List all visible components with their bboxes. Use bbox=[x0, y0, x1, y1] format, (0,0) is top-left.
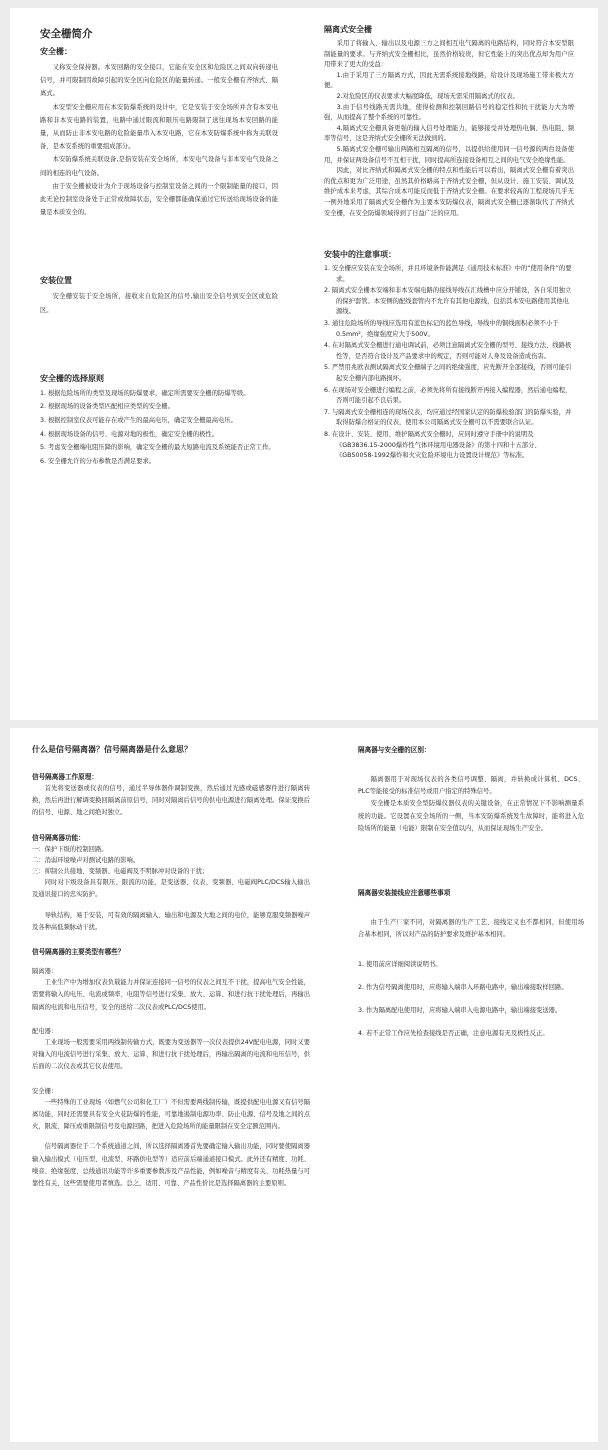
list-item: 2. 隔离式安全栅本安端和非本安端电路的接线导线在汇线槽中应分开铺设，各自采用独立的保护套管。本安侧的配线套管内不允许有其他电源线，包括其本安电路使用其他电源线。 bbox=[324, 287, 572, 316]
list-item: 5. 严禁用兆欧表测试隔离式安全栅端子之间的绝缘强度，应先断开全部接线，否则可能引起安全栅内部电路损坏。 bbox=[324, 364, 572, 383]
list-item: 2. 根据现场的设备类型匹配相应类型的安全栅。 bbox=[40, 403, 174, 411]
paragraph: 由于生产厂家不同，对隔离器的生产工艺、接线定义也不都相同，但使用场合基本相同，所以对产品的防护要求及维护基本相同。 bbox=[358, 919, 584, 939]
paragraph: 1.由于采用了三方隔离方式，因此无需系统接地线路，给设计及现场施工带来极大方便。 bbox=[324, 71, 574, 90]
paragraph: 隔离器用于对现场仪表的各类信号调整、隔离，并转换成计算机、DCS、PLC等能接受的标准信号或用户指定的特殊信号。 bbox=[358, 776, 584, 796]
paragraph: 一些特殊的工业现场（如燃气公司和化工厂）不但需要两线制传输，既提供配电电源又有信号隔离功能，同时还需要具有安全火花防爆的性能，可靠地遏制电源功率、防止电源、信号及地之间的点火，限流、降压或重限制信号及电源回路，把进入危险场所的能量限制在安全定额范围内。 bbox=[32, 1098, 310, 1131]
heading-isolator-types: 信号隔离器的主要类型有哪些？ bbox=[32, 948, 125, 957]
page-one bbox=[10, 8, 598, 720]
list-item: 1. 安全栅应安装在安全场所，并且环境条件能满足《通用技术标准》中的“使用条件”的要求。 bbox=[324, 265, 572, 283]
heading-install-location: 安装位置 bbox=[40, 276, 72, 286]
paragraph: 3.由于信号线路无需共地，使得检测和控制回路信号的稳定性和抗干扰能力大为增强，从而提高了整个系统的可靠性。 bbox=[324, 103, 574, 122]
list-item: 6. 安全栅允许的分布参数是否满足要求。 bbox=[40, 457, 156, 465]
function-line: 二：消弱环境噪声对测试电路的影响。 bbox=[32, 856, 140, 864]
list-item: 4. 根据现场设备的信号、电源对地的极性，确定安全栅的极性。 bbox=[40, 430, 219, 438]
paragraph: 由于安全栅被设计为介于现场设备与控制室设备之间的一个限制能量的接口，因此无论控制室设备处于正常或故障状态，安全栅都能确保通过它传送给现场设备的能量是本质安全的。 bbox=[40, 182, 278, 217]
paragraph: 又称安全保持器。本安回路的安全接口，它能在安全区和危险区之间双向转递电信号，并可限制因故障引起的安全区向危险区的能量转递。一般安全栅有齐纳式、隔离式。 bbox=[40, 64, 278, 98]
paragraph: 4.隔离式安全栅具备更强的输入信号处理能力，能够接受并处理热电偶、热电阻、频率等信号，这是齐纳式安全栅所无法做到的。 bbox=[324, 124, 574, 143]
heading-isolated-barrier: 隔离式安全栅 bbox=[324, 25, 372, 34]
heading-functions: 信号隔离器功能： bbox=[32, 833, 85, 842]
list-item: 3. 作为隔离配电使用时，应将输入端串入电源电路中，输出端接变送器。 bbox=[358, 1007, 562, 1015]
paragraph: 安全栅安装于安全场所，接收来自危险区的信号,输出安全信号到安全区或危险区。 bbox=[40, 293, 278, 314]
install-notes-list bbox=[324, 264, 574, 462]
paragraph: 因此，对比齐纳式和隔离式安全栅的特点和性能后可以看出，隔离式安全栅有着突出的优点和更为广泛用途，虽然其价格略高于齐纳式安全栅，但从设计、施工安装、调试及维护成本来考虑，其综合成本可能反而低于齐纳式安全栅。在要求较高的工程现场几乎无一例外地采用了隔离式安全栅作为主要本安防爆仪表，隔离式安全栅已逐渐取代了齐纳式安全栅，在安全防爆领域得到了日益广泛的应用。 bbox=[324, 167, 574, 217]
paragraph: 安全栅是本质安全型防爆仪器仪表的关键设备，在正常情况下不影响测量系统的功能。它设置在安全场所的一侧，当本安防爆系统发生故障时，能将进入危险场所的能量（电能）限制在安全值以内，从而保证现场生产安全。 bbox=[358, 800, 584, 832]
list-item: 3. 根据控制室仪表可能存在或产生的最高电压，确定安全栅最高电压。 bbox=[40, 417, 237, 425]
list-item: 8. 在设计、安装、使用、维护隔离式安全栅时，应同时遵守手册中的说明及《GB3836.15-2000爆炸性气体环境用电器设备》的第十四和十五部分、《GB50058-1992爆炸和火灾危险环境电力设置设计规范》等标准。 bbox=[324, 431, 541, 460]
right-column bbox=[324, 24, 574, 463]
heading-install-notes: 安装中的注意事项： bbox=[324, 250, 396, 260]
paragraph: 采用了将输入、输出以及电源三方之间相互电气隔离的电路结构，同时符合本安型限制能量的要求。与齐纳式安全栅相比，虽然价格较贵，但它性能上的突出优点却为用户应用带来了更大的受益： bbox=[324, 40, 574, 69]
paragraph: 本安防爆系统关联设备,是指安装在安全场所，本安电气设备与非本安电气设备之间的相连的电气设备。 bbox=[40, 156, 278, 177]
heading-difference: 隔离器与安全栅的区别： bbox=[358, 746, 431, 754]
right-column bbox=[358, 744, 584, 1051]
left-column bbox=[40, 26, 278, 469]
paragraph: 5.隔离式安全栅可输出两路相互隔离的信号，以提供给使用同一信号源的两台设备使用，并保证两设备信号不互相干扰，同时提高所连接设备相互之间的电气安全绝缘性能。 bbox=[324, 145, 574, 164]
selection-list bbox=[40, 388, 278, 468]
function-line: 一：保护下级的控制回路。 bbox=[32, 845, 108, 853]
list-item: 6. 在现场对安全栅进行编程之前，必须先将所有接线断开再接入编程器，然后通电编程，否则可能引起不良后果。 bbox=[324, 386, 572, 405]
paragraph: 工业生产中为增加仪表负载能力并保证连接同一信号的仪表之间互不干扰，提高电气安全性能，需要将输入的电压、电流或频率、电阻等信号进行采集、放大、运算、和进行抗干扰处理后，再输出隔离的电流和电压信号，安全的送给二次仪表或PLC/DCS使用。 bbox=[32, 979, 310, 1011]
list-item: 4. 在对隔离式安全栅进行通电调试前，必须注意隔离式安全栅的型号、接线方法、线路极性等，是否符合设计及产品要求中的规定，否则可能对人身及设备造成伤害。 bbox=[324, 342, 572, 360]
page-two bbox=[10, 728, 598, 1442]
heading-safety-barrier: 安全栅： bbox=[40, 47, 72, 56]
title-signal-isolator: 什么是信号隔离器？信号隔离器是什么意思？ bbox=[32, 745, 192, 754]
list-item: 1. 根据危险场所的类型及现场的防爆要求，确定所需要安全栅的防爆等级。 bbox=[40, 389, 250, 397]
type-name: 配电器： bbox=[32, 1027, 58, 1035]
paragraph: 同时对下级设备具有限压、限流的功能，是变送器、仪表、变频器、电磁阀PLC/DCS输入输出及通讯接口的忠实防护。 bbox=[32, 879, 310, 899]
function-line: 三：抑制公共接地、变频器、电磁阀及不明脉冲对设备的干扰； bbox=[32, 868, 209, 876]
list-item: 2. 作为信号隔离使用时，应将输入端串入环路电路中，输出端接取样回路。 bbox=[358, 984, 568, 992]
paragraph: 信号隔离器位于二个系统通道之间，所以选择隔离器首先要确定输入输出功能，同时要使隔离器输入输出模式（电压型、电流型、环路供电型等）适应前后端通道接口模式。此外还有精度、功耗、噪音、绝缘强度、总线通讯功能等许多重要参数涉及产品性能，例如噪音与精度有关、功耗热量与可靠性有关，这些需要使用者慎选。总之，适用、可靠、产品性价比是选择隔离器的主要原则。 bbox=[32, 1143, 310, 1188]
list-item: 1. 使用前应详细阅读说明书。 bbox=[358, 961, 442, 969]
install-items-list bbox=[358, 959, 584, 1039]
list-item: 4. 若不正常工作应先检查接线是否正确，注意电源有无及极性反正。 bbox=[358, 1030, 549, 1038]
paragraph: 工业现场一般需要采用两线制传输方式，既要为变送器等一次仪表提供24V配电电源，同时又要对输入的电流信号进行采集、放大、运算、和进行抗干扰处理后，再输出隔离的电流和电压信号，供后面的二次仪表或其它仪表使用。 bbox=[32, 1039, 310, 1071]
list-item: 7. 与隔离式安全栅相连的现场仪表，均应通过经国家认定的防爆检验部门的防爆实验，并取得防爆合格证的仪表，使用本公司隔离式安全栅可以不需要联合认证。 bbox=[324, 408, 572, 427]
type-name: 安全栅： bbox=[32, 1087, 58, 1095]
heading-selection-principles: 安全栅的选择原则 bbox=[40, 373, 104, 383]
paragraph: 导轨结构，易于安装，可有效的隔离输入、输出和电源及大地之间的电位，能够克服变频器噪声及各种高低频脉动干扰。 bbox=[32, 911, 310, 931]
list-item: 5. 考虑安全栅端电阻压降的影响，确定安全栅的最大短路电流及系统能否正常工作。 bbox=[40, 444, 275, 452]
type-name: 隔离器： bbox=[32, 968, 58, 976]
heading-working-principle: 信号隔离器工作原理： bbox=[32, 773, 98, 781]
list-item: 3. 通往危险场所的导线应选用有蓝色标记的蓝色导线，导线中的铜线面积必须不小于0.5mm²，绝缘强度应大于500V。 bbox=[324, 320, 559, 338]
paragraph: 首先将变送器或仪表的信号，通过半导体器件调制变换，然后通过光感或磁感器件进行隔离转换，然后再进行解调变换回隔离前原信号，同时对隔离后信号的供电电源进行隔离处理。保证变换后的信号、电源、地之间绝对独立。 bbox=[32, 785, 310, 817]
heading-install-wiring: 隔离器安装接线应注意哪些事项 bbox=[358, 889, 451, 898]
paragraph: 2.对危险区的仪表要求大幅度降低，现场无需采用隔离式的仪表。 bbox=[336, 92, 519, 100]
title-safety-barrier-intro: 安全栅简介 bbox=[40, 28, 93, 40]
paragraph: 本安型安全栅应用在本安防爆系统的设计中，它是安装于安全场所并含有本安电路和非本安电路的装置，电路中通过限流和限压电路限制了送往现场本安回路的能量，从而防止非本安电路的危险能量串入本安电路，它在本安防爆系统中称为关联设备，是本安系统的重要组成部分。 bbox=[40, 103, 278, 151]
left-column bbox=[32, 744, 310, 1190]
